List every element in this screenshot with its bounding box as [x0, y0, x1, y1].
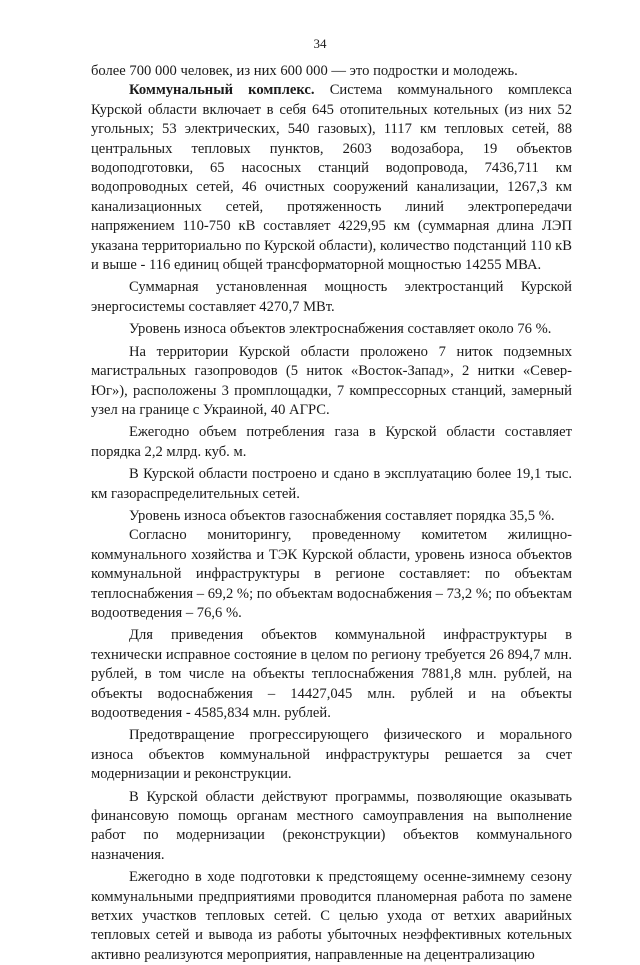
paragraph-text: Для приведения объектов коммунальной инфраструктуры в технически исправное состояние в целом по региону требуется 26 894,7 млн. рублей, в том числе на объекты теплоснабжения 7881,8 млн. рублей, на объекты водоснабжения – 14427,045 млн. рублей и на объекты водоотведения - 4585,834 млн. рублей.	[91, 627, 572, 721]
paragraph-text: Уровень износа объектов газоснабжения составляет порядка 35,5 %.	[129, 507, 555, 524]
paragraph-text: Предотвращение прогрессирующего физического и морального износа объектов коммунальной инфраструктуры решается за счет модернизации и реконструкции.	[91, 727, 572, 783]
paragraph-text: Согласно мониторингу, проведенному комитетом жилищно-коммунального хозяйства и ТЭК Курской области, уровень износа объектов коммунальной инфраструктуры в регионе составляет: по объектам теплоснабжения – 69,2 %; по объектам водоснабжения – 73,2 %; по объектам водоотведения – 76,6 %.	[91, 527, 572, 621]
paragraph-text: Ежегодно в ходе подготовки к предстоящему осенне-зимнему сезону коммунальными предприятиями проводится планомерная работа по замене ветхих участков тепловых сетей. С целью ухода от ветхих аварийных тепловых сетей и вывода из работы убыточных неэффективных котельных активно реализуются мероприятия, направленные на децентрализацию	[91, 869, 572, 963]
paragraph-power-wear	[91, 320, 572, 339]
paragraph-programs	[91, 788, 572, 866]
paragraph-text: Уровень износа объектов электроснабжения составляет около 76 %.	[129, 321, 552, 338]
paragraph-gas-consumption	[91, 423, 572, 462]
paragraph-gas-wear	[91, 507, 572, 526]
page-number: 34	[313, 36, 327, 51]
paragraph-power-capacity	[91, 278, 572, 317]
paragraph-text: Система коммунального комплекса Курской области включает в себя 645 отопительных котельных (из них 52 угольных; 53 электрических, 540 газовых), 1117 км тепловых сетей, 88 центральных тепловых пунктов, 2603 водозабора, 19 объектов водоподготовки, 65 насосных станций водопровода, 7436,711 км водопроводных сетей, 46 очистных сооружений канализации, 1267,3 км канализационных сетей, протяженность линий электропередачи напряжением 110-750 кВ составляет 4229,95 км (суммарная длина ЛЭП указана территориально по Курской области), количество подстанций 110 кВ и выше - 116 единиц общей трансформаторной мощностью 14255 МВА.	[91, 82, 572, 274]
paragraph-text: На территории Курской области проложено 7 ниток подземных магистральных газопроводов (5 ниток «Восток-Запад», 2 нитки «Север-Юг»), расположены 3 промплощадки, 7 компрессорных станций, замерный узел на границе с Украиной, 40 АГРС.	[91, 343, 572, 418]
paragraph-text: В Курской области действуют программы, позволяющие оказывать финансовую помощь органам местного самоуправления на выполнение работ по модернизации (реконструкции) объектов коммунального назначения.	[91, 788, 572, 863]
paragraph-text: более 700 000 человек, из них 600 000 — это подростки и молодежь.	[91, 63, 518, 79]
paragraph-prevention	[91, 726, 572, 784]
document-body	[91, 62, 572, 965]
paragraph-communal-complex	[91, 81, 572, 275]
paragraph-funding-needs	[91, 626, 572, 723]
paragraph-text: Суммарная установленная мощность электростанций Курской энергосистемы составляет 4270,7 МВт.	[91, 279, 572, 315]
paragraph-heat-networks	[91, 868, 572, 965]
paragraph-gas-networks	[91, 465, 572, 504]
paragraph-text: Ежегодно объем потребления газа в Курской области составляет порядка 2,2 млрд. куб. м.	[91, 424, 572, 460]
paragraph-continuation	[91, 62, 572, 81]
paragraph-gas-pipelines	[91, 343, 572, 421]
paragraph-text: В Курской области построено и сдано в эксплуатацию более 19,1 тыс. км газораспределительных сетей.	[91, 466, 572, 502]
paragraph-monitoring	[91, 526, 572, 623]
paragraph-heading: Коммунальный комплекс.	[129, 82, 315, 99]
